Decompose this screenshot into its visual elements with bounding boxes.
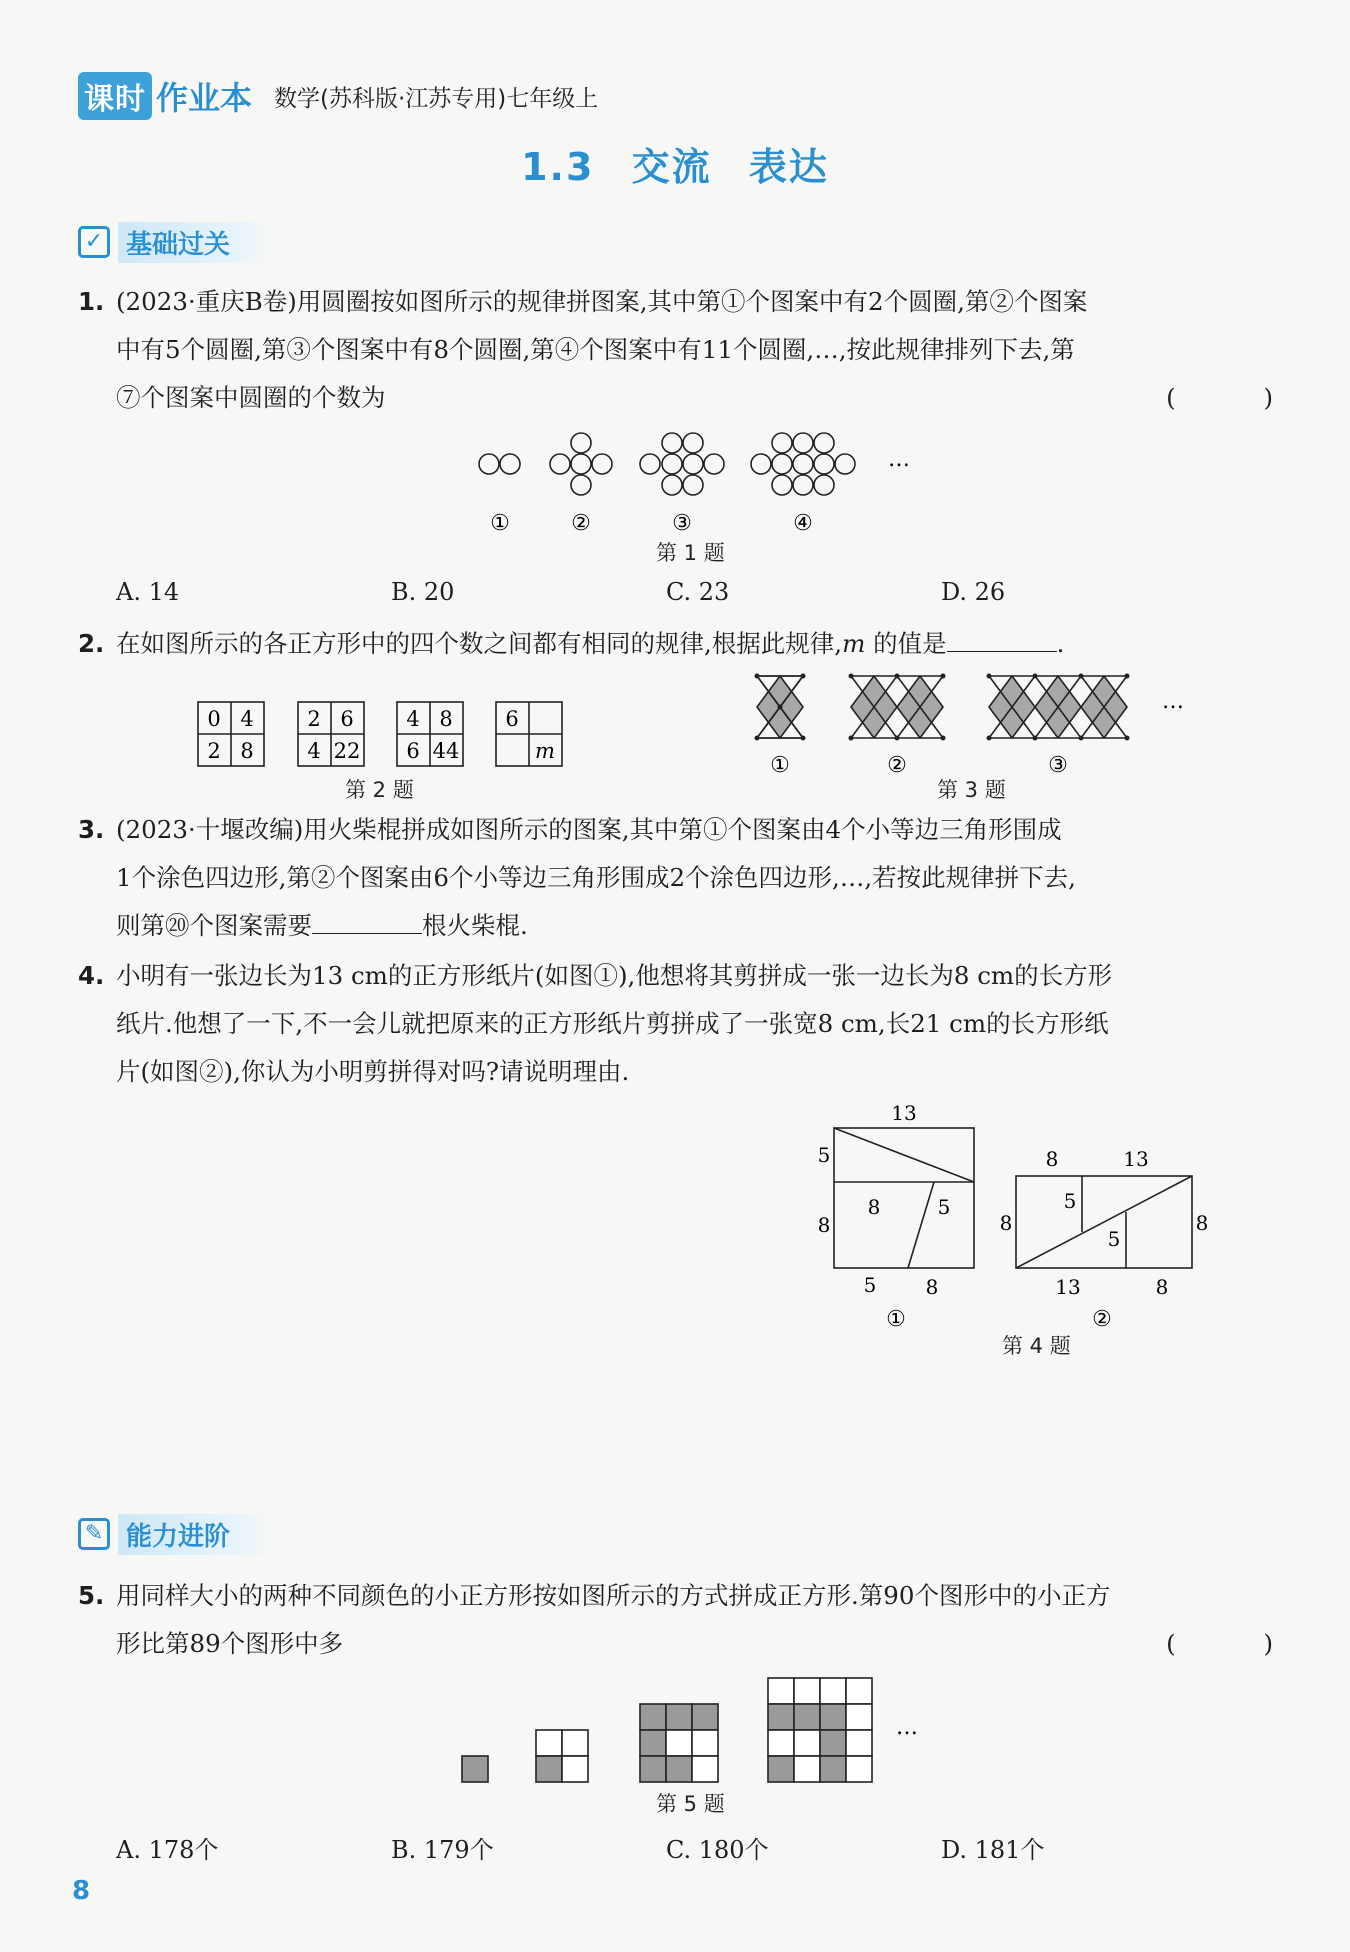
question-number: 2. bbox=[78, 629, 105, 658]
square-3-cell: 6 bbox=[406, 739, 420, 763]
answer-blank[interactable] bbox=[947, 623, 1057, 652]
square-1-cell: 4 bbox=[240, 707, 254, 731]
fig1-label-mid-left: 8 bbox=[867, 1195, 881, 1219]
fig2-label-top-right: 13 bbox=[1123, 1147, 1149, 1171]
question-text: (2023·十堰改编)用火柴棍拼成如图所示的图案,其中第①个图案由4个小等边三角形围成 bbox=[116, 815, 1062, 844]
figure-4-caption: 第 4 题 bbox=[1002, 1334, 1071, 1358]
section-basic-label: 基础过关 bbox=[118, 222, 270, 263]
fig2-caption-label: ② bbox=[1092, 1307, 1112, 1332]
pencil-icon: ✎ bbox=[78, 1518, 110, 1550]
fig1-caption-label: ① bbox=[886, 1307, 906, 1332]
figure-3-caption: 第 3 题 bbox=[937, 778, 1006, 802]
brand-box: 课时 bbox=[78, 72, 152, 120]
figure-5-ellipsis: … bbox=[896, 1715, 918, 1740]
question-5-options bbox=[116, 1830, 1216, 1865]
square-3-cell: 4 bbox=[406, 707, 420, 731]
square-2-cell: 2 bbox=[307, 707, 321, 731]
question-5 bbox=[78, 1572, 1313, 1668]
square-1-cell: 0 bbox=[207, 707, 221, 731]
square-4-cell: 6 bbox=[505, 707, 519, 731]
figure-3 bbox=[750, 672, 1195, 778]
fig2-label-inner-top: 5 bbox=[1063, 1189, 1077, 1213]
question-3 bbox=[78, 806, 1273, 950]
figure-5 bbox=[456, 1672, 936, 1788]
figure-1-caption: 第 1 题 bbox=[656, 541, 725, 565]
question-number: 1. bbox=[78, 287, 105, 316]
answer-blank[interactable] bbox=[312, 905, 422, 934]
figure-3-label: ① bbox=[770, 753, 790, 778]
question-text: . bbox=[1056, 629, 1065, 658]
fig1-label-left-bottom: 8 bbox=[817, 1213, 831, 1237]
question-text: 纸片.他想了一下,不一会儿就把原来的正方形纸片剪拼成了一张宽8 cm,长21 cm的长方形纸 bbox=[116, 1009, 1109, 1038]
answer-paren[interactable]: ( ) bbox=[1166, 1629, 1313, 1658]
lesson-title: 1.3 交流 表达 bbox=[521, 145, 829, 189]
figure-2 bbox=[196, 698, 576, 768]
question-text: 小明有一张边长为13 cm的正方形纸片(如图①),他想将其剪拼成一张一边长为8 cm的长方形 bbox=[116, 961, 1113, 990]
question-text: 中有5个圆圈,第③个图案中有8个圆圈,第④个图案中有11个圆圈,…,按此规律排列下去,第 bbox=[116, 335, 1075, 364]
question-text: ⑦个图案中圆圈的个数为 bbox=[116, 383, 386, 412]
fig1-label-top: 13 bbox=[891, 1101, 917, 1125]
fig2-label-inner-bottom: 5 bbox=[1107, 1227, 1121, 1251]
variable-m: m bbox=[842, 629, 866, 658]
question-1 bbox=[78, 278, 1313, 422]
square-2-cell: 4 bbox=[307, 739, 321, 763]
square-3-cell: 8 bbox=[439, 707, 453, 731]
question-text: 片(如图②),你认为小明剪拼得对吗?请说明理由. bbox=[116, 1057, 630, 1086]
section-basic bbox=[78, 222, 270, 262]
check-icon: ✓ bbox=[78, 226, 110, 258]
fig1-label-bottom-right: 8 bbox=[925, 1275, 939, 1299]
option-d[interactable]: D. 26 bbox=[941, 578, 1006, 606]
square-2-cell: 6 bbox=[340, 707, 354, 731]
fig2-label-top-left: 8 bbox=[1045, 1147, 1059, 1171]
square-3-cell: 44 bbox=[432, 739, 460, 763]
square-4-cell: m bbox=[535, 739, 555, 763]
square-1-cell: 2 bbox=[207, 739, 221, 763]
question-number: 4. bbox=[78, 961, 105, 990]
figure-3-label: ③ bbox=[1048, 753, 1068, 778]
figure-1-label: ③ bbox=[672, 511, 692, 536]
question-text: 在如图所示的各正方形中的四个数之间都有相同的规律,根据此规律, bbox=[116, 629, 843, 658]
fig2-label-right: 8 bbox=[1195, 1211, 1209, 1235]
page-header bbox=[78, 74, 598, 118]
figure-5-caption: 第 5 题 bbox=[656, 1792, 725, 1816]
fig2-label-bottom-right: 8 bbox=[1155, 1275, 1169, 1299]
option-a[interactable]: A. 14 bbox=[116, 578, 180, 606]
question-text: (2023·重庆B卷)用圆圈按如图所示的规律拼图案,其中第①个图案中有2个圆圈,第②个图案 bbox=[116, 287, 1088, 316]
figure-2-caption: 第 2 题 bbox=[345, 778, 414, 802]
question-2 bbox=[78, 620, 1273, 668]
figure-3-label: ② bbox=[887, 753, 907, 778]
figure-1-label: ② bbox=[571, 511, 591, 536]
answer-paren[interactable]: ( ) bbox=[1166, 383, 1313, 412]
section-advanced bbox=[78, 1514, 270, 1554]
option-c[interactable]: C. 23 bbox=[666, 578, 730, 606]
fig1-label-bottom-left: 5 bbox=[863, 1273, 877, 1297]
option-b[interactable]: B. 179个 bbox=[391, 1836, 494, 1864]
option-c[interactable]: C. 180个 bbox=[666, 1836, 769, 1864]
question-number: 3. bbox=[78, 815, 105, 844]
figure-1-circles bbox=[479, 433, 855, 495]
figure-4 bbox=[800, 1094, 1270, 1334]
figure-1-label: ① bbox=[490, 511, 510, 536]
option-b[interactable]: B. 20 bbox=[391, 578, 455, 606]
option-a[interactable]: A. 178个 bbox=[116, 1836, 219, 1864]
page-number: 8 bbox=[72, 1876, 91, 1906]
fig1-label-left-top: 5 bbox=[817, 1143, 831, 1167]
question-text: 用同样大小的两种不同颜色的小正方形按如图所示的方式拼成正方形.第90个图形中的小正方 bbox=[116, 1581, 1111, 1610]
book-subject: 数学(苏科版·江苏专用)七年级上 bbox=[274, 85, 599, 112]
question-number: 5. bbox=[78, 1581, 105, 1610]
question-text: 则第⑳个图案需要 bbox=[116, 911, 312, 940]
question-4 bbox=[78, 952, 1273, 1096]
square-1-cell: 8 bbox=[240, 739, 254, 763]
question-text: 的值是 bbox=[865, 629, 947, 658]
fig2-label-bottom-left: 13 bbox=[1055, 1275, 1081, 1299]
option-d[interactable]: D. 181个 bbox=[941, 1836, 1045, 1864]
question-text: 形比第89个图形中多 bbox=[116, 1629, 344, 1658]
question-text: 根火柴棍. bbox=[422, 911, 528, 940]
figure-1-ellipsis: … bbox=[888, 447, 910, 472]
question-text: 1个涂色四边形,第②个图案由6个小等边三角形围成2个涂色四边形,…,若按此规律拼下去, bbox=[116, 863, 1076, 892]
square-2-cell: 22 bbox=[333, 739, 361, 763]
figure-1-label: ④ bbox=[793, 511, 813, 536]
figure-3-ellipsis: … bbox=[1162, 689, 1184, 714]
question-1-options bbox=[116, 578, 1216, 606]
brand-logo bbox=[78, 72, 252, 120]
fig1-label-mid-right: 5 bbox=[937, 1195, 951, 1219]
section-advanced-label: 能力进阶 bbox=[118, 1514, 270, 1555]
fig2-label-left: 8 bbox=[999, 1211, 1013, 1235]
brand-name: 作业本 bbox=[156, 79, 253, 117]
